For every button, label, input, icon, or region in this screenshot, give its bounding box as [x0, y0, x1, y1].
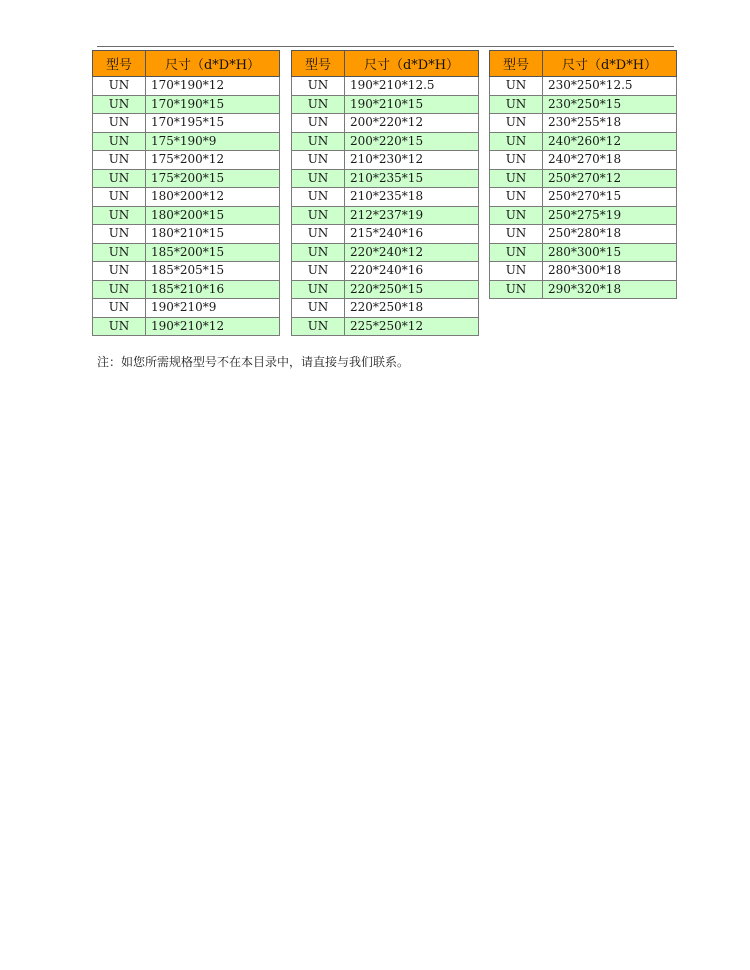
top-rule	[97, 46, 674, 47]
model-cell: UN	[292, 77, 345, 96]
size-cell: 230*250*15	[543, 95, 677, 114]
model-cell: UN	[490, 151, 543, 170]
header-model: 型号	[93, 51, 146, 77]
model-cell: UN	[292, 95, 345, 114]
model-cell: UN	[93, 114, 146, 133]
model-cell: UN	[292, 114, 345, 133]
model-cell: UN	[292, 188, 345, 207]
size-cell: 190*210*15	[345, 95, 479, 114]
model-cell: UN	[490, 262, 543, 281]
size-cell: 175*200*15	[146, 169, 280, 188]
table-row	[93, 225, 280, 244]
size-cell: 220*250*15	[345, 280, 479, 299]
table-row	[292, 317, 479, 336]
size-cell: 250*270*12	[543, 169, 677, 188]
size-cell: 175*190*9	[146, 132, 280, 151]
table-row	[490, 188, 677, 207]
size-cell: 220*240*16	[345, 262, 479, 281]
table-row	[93, 262, 280, 281]
model-cell: UN	[93, 299, 146, 318]
size-cell: 290*320*18	[543, 280, 677, 299]
table-row	[292, 114, 479, 133]
model-cell: UN	[490, 95, 543, 114]
table-row	[93, 280, 280, 299]
table-row	[93, 77, 280, 96]
model-cell: UN	[292, 299, 345, 318]
model-cell: UN	[93, 151, 146, 170]
model-cell: UN	[93, 206, 146, 225]
model-cell: UN	[490, 225, 543, 244]
table-row	[93, 299, 280, 318]
spec-table-2	[291, 50, 479, 336]
table-row	[93, 95, 280, 114]
size-cell: 180*200*12	[146, 188, 280, 207]
table-row	[292, 77, 479, 96]
size-cell: 185*200*15	[146, 243, 280, 262]
model-cell: UN	[292, 132, 345, 151]
model-cell: UN	[490, 206, 543, 225]
size-cell: 220*250*18	[345, 299, 479, 318]
size-cell: 240*260*12	[543, 132, 677, 151]
size-cell: 215*240*16	[345, 225, 479, 244]
table-row	[490, 114, 677, 133]
model-cell: UN	[490, 243, 543, 262]
size-cell: 185*210*16	[146, 280, 280, 299]
size-cell: 180*200*15	[146, 206, 280, 225]
model-cell: UN	[93, 317, 146, 336]
table-row	[93, 206, 280, 225]
model-cell: UN	[292, 280, 345, 299]
size-cell: 212*237*19	[345, 206, 479, 225]
size-cell: 190*210*12.5	[345, 77, 479, 96]
table-row	[490, 95, 677, 114]
table-header-row	[490, 51, 677, 77]
model-cell: UN	[93, 225, 146, 244]
size-cell: 280*300*15	[543, 243, 677, 262]
table-row	[93, 151, 280, 170]
size-cell: 250*275*19	[543, 206, 677, 225]
size-cell: 170*190*15	[146, 95, 280, 114]
header-size: 尺寸（d*D*H）	[345, 51, 479, 77]
size-cell: 220*240*12	[345, 243, 479, 262]
model-cell: UN	[93, 280, 146, 299]
model-cell: UN	[93, 77, 146, 96]
model-cell: UN	[292, 262, 345, 281]
model-cell: UN	[292, 317, 345, 336]
size-cell: 210*235*18	[345, 188, 479, 207]
table-row	[490, 262, 677, 281]
size-cell: 200*220*12	[345, 114, 479, 133]
spec-table-1	[92, 50, 280, 336]
size-cell: 170*195*15	[146, 114, 280, 133]
size-cell: 185*205*15	[146, 262, 280, 281]
model-cell: UN	[490, 114, 543, 133]
size-cell: 190*210*9	[146, 299, 280, 318]
size-cell: 210*235*15	[345, 169, 479, 188]
size-cell: 230*250*12.5	[543, 77, 677, 96]
size-cell: 280*300*18	[543, 262, 677, 281]
table-header-row	[93, 51, 280, 77]
size-cell: 230*255*18	[543, 114, 677, 133]
size-cell: 200*220*15	[345, 132, 479, 151]
table-row	[292, 262, 479, 281]
table-row	[490, 280, 677, 299]
table-row	[93, 243, 280, 262]
table-row	[292, 188, 479, 207]
table-row	[93, 132, 280, 151]
model-cell: UN	[292, 151, 345, 170]
table-row	[292, 206, 479, 225]
table-row	[93, 317, 280, 336]
model-cell: UN	[292, 206, 345, 225]
size-cell: 175*200*12	[146, 151, 280, 170]
header-size: 尺寸（d*D*H）	[543, 51, 677, 77]
size-cell: 250*280*18	[543, 225, 677, 244]
model-cell: UN	[93, 188, 146, 207]
header-model: 型号	[490, 51, 543, 77]
table-row	[490, 169, 677, 188]
table-row	[93, 114, 280, 133]
model-cell: UN	[490, 280, 543, 299]
size-cell: 170*190*12	[146, 77, 280, 96]
model-cell: UN	[292, 169, 345, 188]
size-cell: 210*230*12	[345, 151, 479, 170]
table-header-row	[292, 51, 479, 77]
header-model: 型号	[292, 51, 345, 77]
size-cell: 190*210*12	[146, 317, 280, 336]
table-row	[490, 225, 677, 244]
table-row	[292, 132, 479, 151]
table-row	[292, 151, 479, 170]
model-cell: UN	[93, 169, 146, 188]
model-cell: UN	[490, 77, 543, 96]
size-cell: 250*270*15	[543, 188, 677, 207]
model-cell: UN	[490, 188, 543, 207]
spec-table-3	[489, 50, 677, 299]
table-row	[292, 225, 479, 244]
table-row	[490, 206, 677, 225]
model-cell: UN	[93, 95, 146, 114]
table-row	[490, 243, 677, 262]
model-cell: UN	[292, 225, 345, 244]
footnote: 注：如您所需规格型号不在本目录中，请直接与我们联系。	[97, 355, 410, 369]
size-cell: 240*270*18	[543, 151, 677, 170]
table-row	[292, 280, 479, 299]
table-row	[93, 188, 280, 207]
table-row	[490, 77, 677, 96]
size-cell: 225*250*12	[345, 317, 479, 336]
table-row	[292, 299, 479, 318]
table-row	[490, 151, 677, 170]
size-cell: 180*210*15	[146, 225, 280, 244]
table-row	[292, 243, 479, 262]
model-cell: UN	[292, 243, 345, 262]
model-cell: UN	[93, 132, 146, 151]
table-row	[490, 132, 677, 151]
model-cell: UN	[490, 169, 543, 188]
model-cell: UN	[490, 132, 543, 151]
header-size: 尺寸（d*D*H）	[146, 51, 280, 77]
table-row	[93, 169, 280, 188]
model-cell: UN	[93, 262, 146, 281]
table-row	[292, 169, 479, 188]
model-cell: UN	[93, 243, 146, 262]
table-row	[292, 95, 479, 114]
